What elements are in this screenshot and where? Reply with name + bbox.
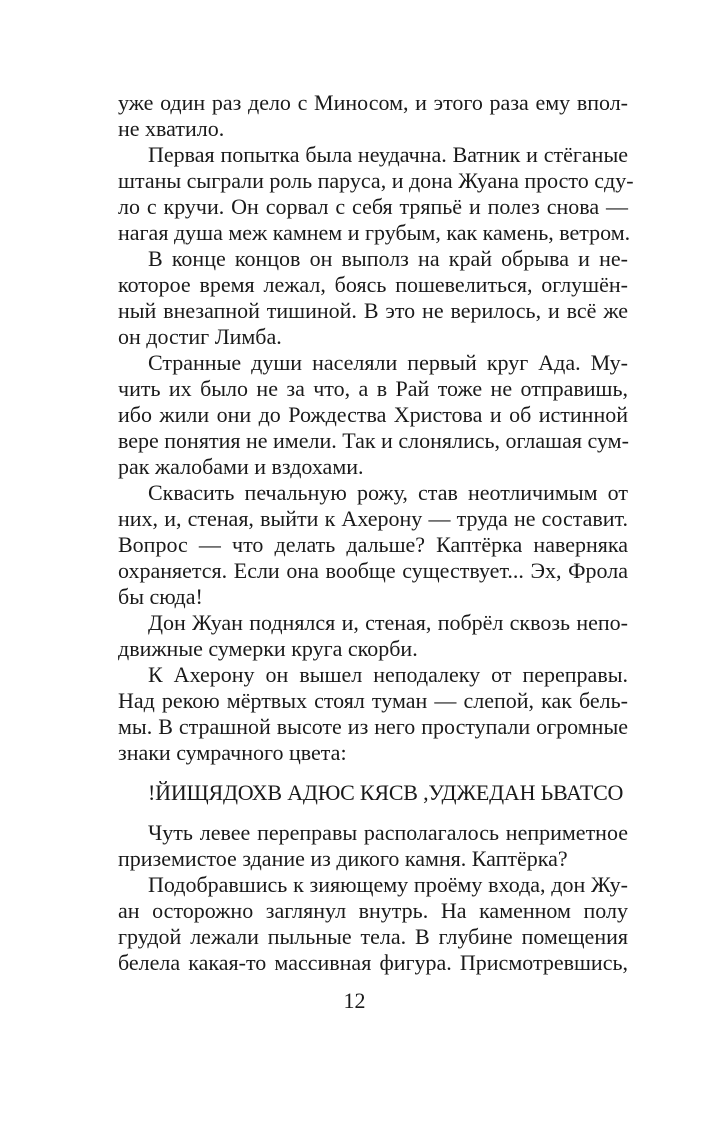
text-line: бы сюда! xyxy=(118,584,203,609)
mirrored-inscription: !ЙИЩЯДОХВ АДЮС КЯСВ ,УДЖЕДАН ЬВАТСО xyxy=(148,780,624,805)
text-line: Дон Жуан поднялся и, стеная, побрёл сквозь непо- xyxy=(148,610,628,635)
text-line: охраняется. Если она вообще существует... Эх, Фрола xyxy=(118,558,628,583)
text-line: знаки сумрачного цвета: xyxy=(118,740,347,765)
text-line: чить их было не за что, а в Рай тоже не отправишь, xyxy=(118,376,628,401)
text-line: Подобравшись к зияющему проёму входа, дон Жу- xyxy=(148,872,628,897)
text-line: В конце концов он выполз на край обрыва и не- xyxy=(148,246,628,271)
text-line: ный внезапной тишиной. В это не верилось, и всё же xyxy=(118,298,628,323)
text-line: ло с кручи. Он сорвал с себя тряпьё и полез снова — xyxy=(118,194,628,219)
text-line: Странные души населяли первый круг Ада. Му- xyxy=(148,350,628,375)
text-line: нагая душа меж камнем и грубым, как камень, ветром. xyxy=(118,220,631,245)
text-line: мы. В страшной высоте из него проступали огромные xyxy=(118,714,628,739)
text-line: Вопрос — что делать дальше? Каптёрка наверняка xyxy=(118,532,628,557)
text-line: рак жалобами и вздохами. xyxy=(118,454,364,479)
text-line: К Ахерону он вышел неподалеку от переправы. xyxy=(148,662,628,687)
spacer xyxy=(118,806,628,820)
text-line: вере понятия не имели. Так и слонялись, оглашая сум- xyxy=(118,428,629,453)
text-line: них, и, стеная, выйти к Ахерону — труда не составит. xyxy=(118,506,628,531)
text-line: белела какая-то массивная фигура. Присмотревшись, xyxy=(118,950,628,975)
text-line: уже один раз дело с Миносом, и этого раза ему впол- xyxy=(118,90,628,115)
text-line: он достиг Лимба. xyxy=(118,324,282,349)
text-line: грудой лежали пыльные тела. В глубине помещения xyxy=(118,924,628,949)
page-body xyxy=(118,90,634,976)
text-line: Над рекою мёртвых стоял туман — слепой, как бель- xyxy=(118,688,628,713)
text-line: штаны сыграли роль паруса, и дона Жуана просто сду- xyxy=(118,168,634,193)
text-line: которое время лежал, боясь пошевелиться, оглушён- xyxy=(118,272,628,297)
text-line: Чуть левее переправы располагалось неприметное xyxy=(148,820,628,845)
spacer xyxy=(118,766,628,780)
text-line: ибо жили они до Рождества Христова и об истинной xyxy=(118,402,628,427)
text-line: движные сумерки круга скорби. xyxy=(118,636,418,661)
text-line: ан осторожно заглянул внутрь. На каменном полу xyxy=(118,898,628,923)
text-line: Сквасить печальную рожу, став неотличимым от xyxy=(148,480,628,505)
text-line: приземистое здание из дикого камня. Каптёрка? xyxy=(118,846,568,871)
page-number: 12 xyxy=(343,988,366,1013)
text-line: не хватило. xyxy=(118,116,225,141)
text-line: Первая попытка была неудачна. Ватник и стёганые xyxy=(148,142,628,167)
